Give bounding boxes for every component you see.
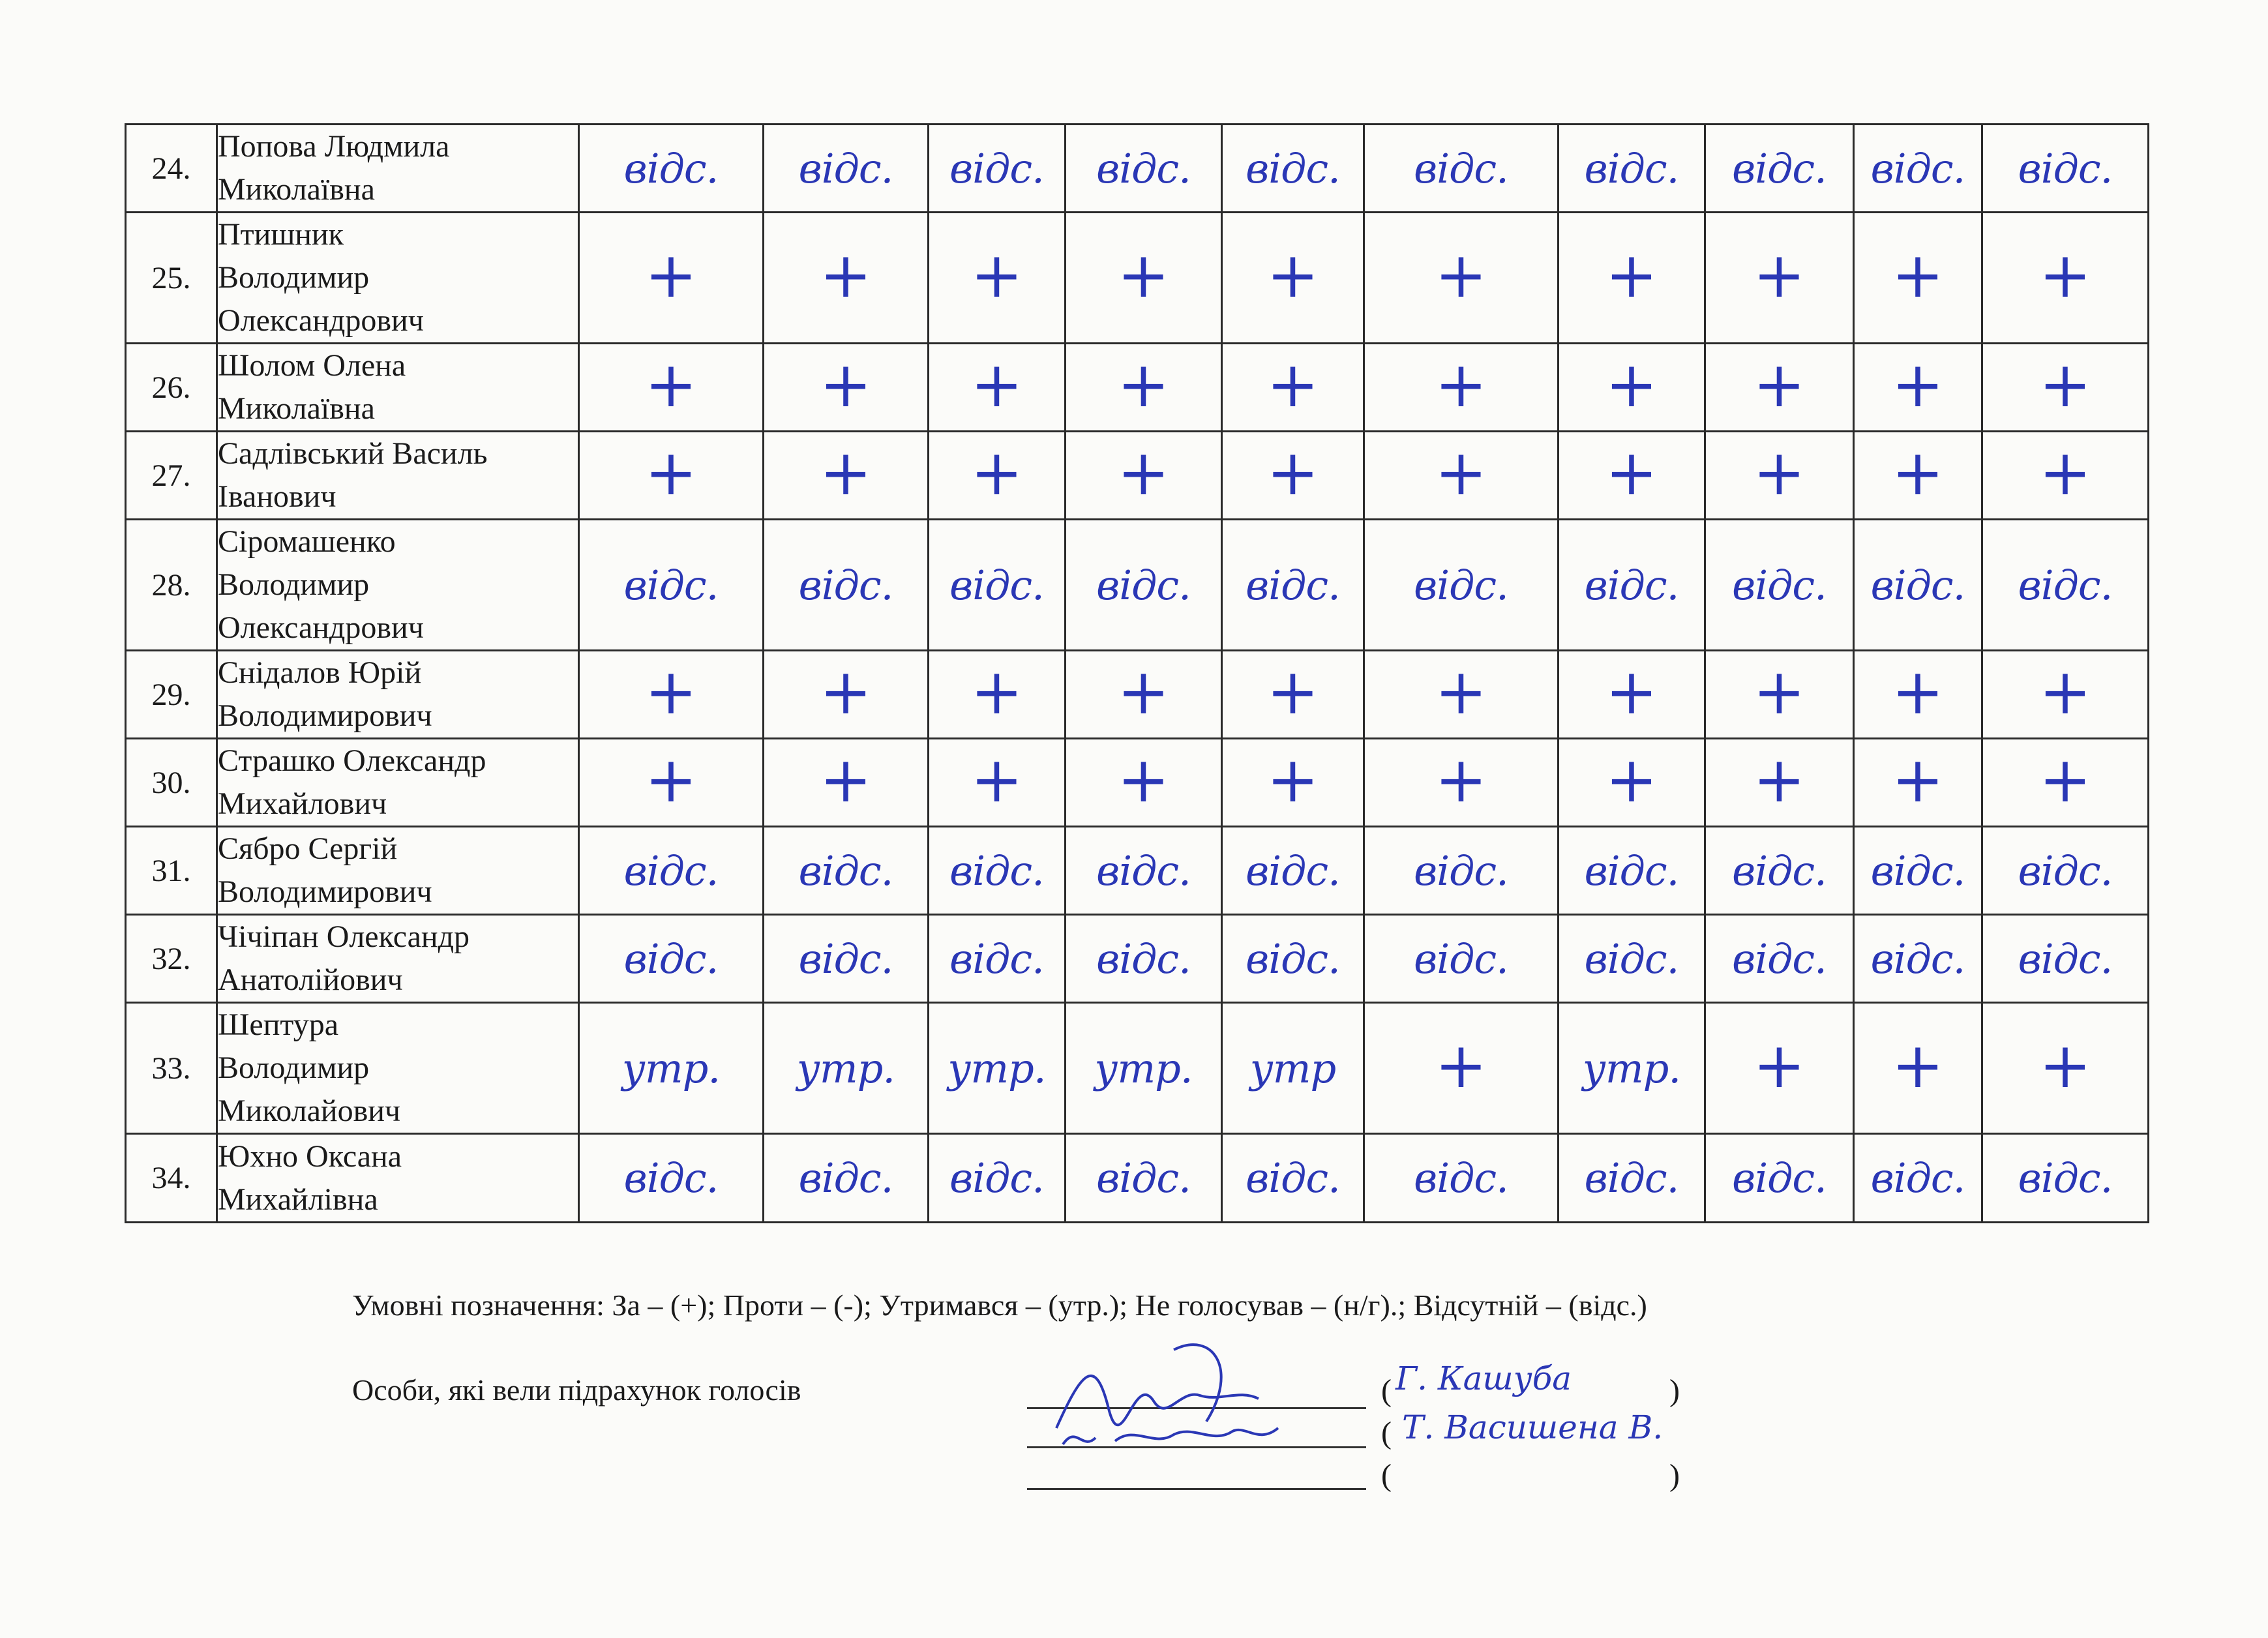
vote-cell xyxy=(1222,915,1364,1003)
vote-cell xyxy=(1066,432,1222,520)
vote-handwritten: відс. xyxy=(798,934,893,983)
vote-cell xyxy=(1982,651,2149,739)
vote-plus-mark: + xyxy=(1117,655,1170,728)
vote-plus-mark: + xyxy=(1891,655,1945,728)
vote-cell xyxy=(1364,1134,1559,1223)
vote-handwritten: відс. xyxy=(1732,846,1827,895)
vote-cell xyxy=(1364,915,1559,1003)
vote-plus-mark: + xyxy=(644,655,698,728)
deputy-name-line: Володимирович xyxy=(218,698,432,733)
vote-plus-mark: + xyxy=(644,436,698,509)
table-row xyxy=(126,915,2149,1003)
counter-1-open: ( xyxy=(1381,1373,1392,1408)
vote-cell xyxy=(764,827,929,915)
vote-cell xyxy=(1364,651,1559,739)
vote-plus-mark: + xyxy=(1117,348,1170,421)
vote-cell xyxy=(1705,827,1854,915)
deputy-name-line: Іванович xyxy=(218,479,336,514)
vote-handwritten: відс. xyxy=(623,144,719,192)
vote-cell xyxy=(929,125,1066,213)
vote-cell xyxy=(1559,739,1705,827)
vote-cell xyxy=(764,739,929,827)
vote-cell xyxy=(1982,739,2149,827)
vote-cell xyxy=(1705,739,1854,827)
vote-plus-mark: + xyxy=(819,436,873,509)
vote-cell xyxy=(1364,344,1559,432)
vote-cell xyxy=(1364,1003,1559,1134)
table-row xyxy=(126,651,2149,739)
counter-2-name: Т. Васишена В. xyxy=(1402,1408,1664,1446)
vote-handwritten: відс. xyxy=(1584,144,1679,192)
vote-cell xyxy=(1559,520,1705,651)
vote-cell xyxy=(1854,344,1982,432)
vote-handwritten: утр xyxy=(1249,1044,1336,1092)
vote-plus-mark: + xyxy=(970,743,1023,816)
vote-plus-mark: + xyxy=(819,655,873,728)
vote-handwritten: відс. xyxy=(623,934,719,983)
vote-cell xyxy=(764,344,929,432)
deputy-name xyxy=(217,739,579,827)
vote-handwritten: відс. xyxy=(1584,1154,1679,1202)
vote-handwritten: відс. xyxy=(1246,846,1340,895)
deputy-name-line: Чічіпан Олександр xyxy=(218,919,470,954)
vote-handwritten: утр. xyxy=(947,1044,1046,1092)
vote-handwritten: відс. xyxy=(1246,144,1340,192)
row-number: 26. xyxy=(126,344,217,432)
vote-cell xyxy=(1854,213,1982,344)
vote-cell xyxy=(1066,739,1222,827)
vote-handwritten: відс. xyxy=(1870,1154,1965,1202)
vote-cell xyxy=(1066,213,1222,344)
vote-cell xyxy=(1982,1134,2149,1223)
row-number: 27. xyxy=(126,432,217,520)
vote-handwritten: відс. xyxy=(1732,1154,1827,1202)
vote-handwritten: відс. xyxy=(798,561,893,609)
vote-cell xyxy=(1559,432,1705,520)
vote-cell xyxy=(1066,651,1222,739)
vote-plus-mark: + xyxy=(970,436,1023,509)
deputy-name-line: Миколаївна xyxy=(218,172,375,207)
vote-plus-mark: + xyxy=(1753,743,1806,816)
vote-cell xyxy=(929,1134,1066,1223)
vote-cell xyxy=(1222,827,1364,915)
deputy-name-line: Сябро Сергій xyxy=(218,831,398,866)
vote-handwritten: відс. xyxy=(1096,934,1191,983)
vote-handwritten: відс. xyxy=(949,1154,1044,1202)
vote-handwritten: утр. xyxy=(796,1044,895,1092)
vote-plus-mark: + xyxy=(1117,239,1170,312)
vote-handwritten: відс. xyxy=(798,144,893,192)
vote-cell xyxy=(579,344,764,432)
vote-cell xyxy=(764,125,929,213)
vote-cell xyxy=(1066,915,1222,1003)
voting-table xyxy=(125,123,2149,1223)
signature-2-image xyxy=(1056,1412,1291,1457)
vote-cell xyxy=(1854,827,1982,915)
deputy-name xyxy=(217,520,579,651)
deputy-name xyxy=(217,1134,579,1223)
vote-cell xyxy=(1982,125,2149,213)
vote-plus-mark: + xyxy=(644,239,698,312)
vote-cell xyxy=(1559,213,1705,344)
counter-1-name: Г. Кашуба xyxy=(1395,1360,1572,1397)
vote-cell xyxy=(1222,344,1364,432)
vote-cell xyxy=(764,520,929,651)
vote-cell xyxy=(764,915,929,1003)
vote-plus-mark: + xyxy=(2038,436,2092,509)
vote-cell xyxy=(929,739,1066,827)
vote-plus-mark: + xyxy=(2038,743,2092,816)
deputy-name xyxy=(217,1003,579,1134)
vote-plus-mark: + xyxy=(644,743,698,816)
vote-handwritten: відс. xyxy=(2018,846,2113,895)
vote-plus-mark: + xyxy=(1753,348,1806,421)
vote-plus-mark: + xyxy=(1891,239,1945,312)
vote-handwritten: відс. xyxy=(2018,934,2113,983)
deputy-name xyxy=(217,827,579,915)
vote-cell xyxy=(929,915,1066,1003)
vote-cell xyxy=(1854,915,1982,1003)
vote-cell xyxy=(579,432,764,520)
vote-cell xyxy=(1982,213,2149,344)
table-row xyxy=(126,432,2149,520)
vote-handwritten: відс. xyxy=(2018,144,2113,192)
vote-handwritten: відс. xyxy=(1732,561,1827,609)
vote-plus-mark: + xyxy=(1266,348,1319,421)
vote-cell xyxy=(764,432,929,520)
counter-2-open: ( xyxy=(1381,1416,1392,1450)
vote-plus-mark: + xyxy=(1605,239,1658,312)
deputy-name-line: Садлівський Василь xyxy=(218,436,488,471)
vote-handwritten: відс. xyxy=(1584,846,1679,895)
vote-plus-mark: + xyxy=(1435,1029,1487,1102)
vote-cell xyxy=(1222,651,1364,739)
vote-cell xyxy=(579,739,764,827)
vote-cell xyxy=(579,125,764,213)
vote-handwritten: відс. xyxy=(1732,934,1827,983)
vote-cell xyxy=(1705,213,1854,344)
vote-cell xyxy=(1705,344,1854,432)
vote-handwritten: відс. xyxy=(1414,846,1508,895)
row-number: 29. xyxy=(126,651,217,739)
vote-handwritten: відс. xyxy=(949,144,1044,192)
vote-cell xyxy=(1705,520,1854,651)
vote-cell xyxy=(1559,651,1705,739)
vote-handwritten: відс. xyxy=(798,1154,893,1202)
vote-cell xyxy=(1364,520,1559,651)
table-row xyxy=(126,125,2149,213)
vote-handwritten: відс. xyxy=(1870,934,1965,983)
vote-cell xyxy=(1705,125,1854,213)
vote-handwritten: відс. xyxy=(1096,561,1191,609)
vote-cell xyxy=(1066,827,1222,915)
vote-cell xyxy=(1982,344,2149,432)
vote-handwritten: відс. xyxy=(1414,934,1508,983)
vote-cell xyxy=(1854,1003,1982,1134)
vote-cell xyxy=(1559,827,1705,915)
deputy-name-line: Анатолійович xyxy=(218,962,403,997)
vote-cell xyxy=(1705,1003,1854,1134)
vote-cell xyxy=(929,651,1066,739)
vote-cell xyxy=(1364,739,1559,827)
vote-cell xyxy=(764,651,929,739)
vote-cell xyxy=(579,651,764,739)
vote-cell xyxy=(579,213,764,344)
deputy-name-line: Страшко Олександр xyxy=(218,743,486,778)
vote-plus-mark: + xyxy=(819,239,873,312)
vote-plus-mark: + xyxy=(819,743,873,816)
vote-handwritten: відс. xyxy=(623,846,719,895)
vote-plus-mark: + xyxy=(1435,655,1487,728)
vote-cell xyxy=(1066,344,1222,432)
deputy-name-line: Володимирович xyxy=(218,874,432,909)
vote-cell xyxy=(1705,1134,1854,1223)
vote-handwritten: відс. xyxy=(1584,561,1679,609)
vote-handwritten: відс. xyxy=(1732,144,1827,192)
deputy-name-line: Володимир xyxy=(218,260,370,295)
vote-cell xyxy=(1222,432,1364,520)
vote-cell xyxy=(1982,432,2149,520)
vote-plus-mark: + xyxy=(1435,348,1487,421)
vote-plus-mark: + xyxy=(1605,348,1658,421)
deputy-name-line: Шолом Олена xyxy=(218,348,406,383)
vote-handwritten: відс. xyxy=(1584,934,1679,983)
vote-plus-mark: + xyxy=(1753,655,1806,728)
table-row xyxy=(126,1134,2149,1223)
vote-handwritten: відс. xyxy=(1246,1154,1340,1202)
deputy-name-line: Юхно Оксана xyxy=(218,1139,402,1174)
vote-cell xyxy=(1222,739,1364,827)
vote-plus-mark: + xyxy=(1605,743,1658,816)
deputy-name-line: Олександрович xyxy=(218,303,424,338)
vote-handwritten: відс. xyxy=(798,846,893,895)
vote-cell xyxy=(1364,827,1559,915)
vote-plus-mark: + xyxy=(1891,436,1945,509)
vote-cell xyxy=(579,827,764,915)
vote-cell xyxy=(1854,125,1982,213)
vote-handwritten: відс. xyxy=(2018,1154,2113,1202)
vote-plus-mark: + xyxy=(1435,239,1487,312)
vote-cell xyxy=(1854,651,1982,739)
vote-handwritten: утр. xyxy=(621,1044,721,1092)
vote-counters-label: Особи, які вели підрахунок голосів xyxy=(352,1373,801,1407)
vote-cell xyxy=(1066,1003,1222,1134)
deputy-name-line: Миколайович xyxy=(218,1094,401,1128)
deputy-name-line: Птишник xyxy=(218,217,344,252)
deputy-name xyxy=(217,344,579,432)
deputy-name-line: Михайлівна xyxy=(218,1182,378,1217)
vote-plus-mark: + xyxy=(1753,1029,1806,1102)
vote-plus-mark: + xyxy=(644,348,698,421)
vote-cell xyxy=(929,432,1066,520)
vote-handwritten: відс. xyxy=(1246,934,1340,983)
vote-plus-mark: + xyxy=(1266,239,1319,312)
row-number: 34. xyxy=(126,1134,217,1223)
vote-handwritten: відс. xyxy=(1870,846,1965,895)
vote-cell xyxy=(1559,1134,1705,1223)
vote-cell xyxy=(929,520,1066,651)
vote-plus-mark: + xyxy=(970,239,1023,312)
vote-cell xyxy=(1222,213,1364,344)
vote-handwritten: відс. xyxy=(1096,144,1191,192)
vote-cell xyxy=(1854,520,1982,651)
vote-cell xyxy=(579,915,764,1003)
deputy-name xyxy=(217,651,579,739)
vote-cell xyxy=(1982,915,2149,1003)
vote-cell xyxy=(1854,739,1982,827)
vote-cell xyxy=(1854,432,1982,520)
row-number: 30. xyxy=(126,739,217,827)
row-number: 25. xyxy=(126,213,217,344)
vote-cell xyxy=(1705,651,1854,739)
row-number: 33. xyxy=(126,1003,217,1134)
vote-handwritten: відс. xyxy=(623,1154,719,1202)
deputy-name xyxy=(217,432,579,520)
vote-cell xyxy=(1066,520,1222,651)
vote-handwritten: відс. xyxy=(2018,561,2113,609)
vote-plus-mark: + xyxy=(2038,348,2092,421)
vote-cell xyxy=(929,827,1066,915)
vote-handwritten: відс. xyxy=(1096,846,1191,895)
vote-plus-mark: + xyxy=(1891,1029,1945,1102)
vote-cell xyxy=(579,1134,764,1223)
vote-plus-mark: + xyxy=(2038,655,2092,728)
deputy-name-line: Сіромашенко xyxy=(218,524,396,559)
row-number: 32. xyxy=(126,915,217,1003)
counter-3-open: ( xyxy=(1381,1458,1392,1493)
vote-cell xyxy=(1982,520,2149,651)
vote-cell xyxy=(1222,125,1364,213)
vote-plus-mark: + xyxy=(970,655,1023,728)
vote-cell xyxy=(1559,915,1705,1003)
table-row xyxy=(126,520,2149,651)
vote-plus-mark: + xyxy=(1605,436,1658,509)
vote-cell xyxy=(1559,1003,1705,1134)
deputy-name xyxy=(217,125,579,213)
deputy-name-line: Снідалов Юрій xyxy=(218,655,422,690)
vote-plus-mark: + xyxy=(1891,743,1945,816)
vote-cell xyxy=(1364,213,1559,344)
vote-plus-mark: + xyxy=(1435,436,1487,509)
deputy-name-line: Володимир xyxy=(218,567,370,602)
vote-cell xyxy=(929,1003,1066,1134)
deputy-name xyxy=(217,915,579,1003)
vote-cell xyxy=(1222,520,1364,651)
vote-cell xyxy=(1222,1134,1364,1223)
vote-handwritten: утр. xyxy=(1582,1044,1681,1092)
counter-3-close: ) xyxy=(1669,1458,1680,1493)
row-number: 24. xyxy=(126,125,217,213)
vote-handwritten: відс. xyxy=(949,561,1044,609)
row-number: 28. xyxy=(126,520,217,651)
counter-1-close: ) xyxy=(1669,1373,1680,1408)
vote-plus-mark: + xyxy=(1891,348,1945,421)
vote-cell xyxy=(764,213,929,344)
vote-cell xyxy=(1222,1003,1364,1134)
vote-cell xyxy=(1982,827,2149,915)
signature-line-3 xyxy=(1027,1488,1366,1490)
table-row xyxy=(126,1003,2149,1134)
deputy-name-line: Володимир xyxy=(218,1050,370,1085)
vote-cell xyxy=(1559,125,1705,213)
deputy-name xyxy=(217,213,579,344)
vote-plus-mark: + xyxy=(1435,743,1487,816)
table-row xyxy=(126,213,2149,344)
vote-handwritten: утр. xyxy=(1094,1044,1193,1092)
vote-plus-mark: + xyxy=(1266,743,1319,816)
vote-handwritten: відс. xyxy=(1870,144,1965,192)
vote-cell xyxy=(1705,432,1854,520)
vote-cell xyxy=(1982,1003,2149,1134)
vote-handwritten: відс. xyxy=(1414,144,1508,192)
vote-handwritten: відс. xyxy=(623,561,719,609)
vote-plus-mark: + xyxy=(1266,655,1319,728)
vote-plus-mark: + xyxy=(2038,1029,2092,1102)
table-row xyxy=(126,739,2149,827)
vote-plus-mark: + xyxy=(970,348,1023,421)
vote-cell xyxy=(1364,432,1559,520)
vote-plus-mark: + xyxy=(1117,436,1170,509)
vote-cell xyxy=(1705,915,1854,1003)
deputy-name-line: Попова Людмила xyxy=(218,129,450,164)
vote-cell xyxy=(1364,125,1559,213)
vote-handwritten: відс. xyxy=(1096,1154,1191,1202)
vote-plus-mark: + xyxy=(1117,743,1170,816)
vote-cell xyxy=(579,1003,764,1134)
vote-handwritten: відс. xyxy=(1246,561,1340,609)
vote-plus-mark: + xyxy=(1266,436,1319,509)
table-row xyxy=(126,344,2149,432)
vote-handwritten: відс. xyxy=(1414,561,1508,609)
deputy-name-line: Михайлович xyxy=(218,786,387,821)
vote-cell xyxy=(1066,125,1222,213)
vote-handwritten: відс. xyxy=(949,934,1044,983)
row-number: 31. xyxy=(126,827,217,915)
vote-handwritten: відс. xyxy=(1870,561,1965,609)
deputy-name-line: Шептура xyxy=(218,1007,339,1042)
vote-cell xyxy=(579,520,764,651)
vote-cell xyxy=(1066,1134,1222,1223)
legend-text: Умовні позначення: За – (+); Проти – (-); Утримався – (утр.); Не голосував – (н/г).; Відсутній – (відс.) xyxy=(352,1288,1647,1322)
vote-handwritten: відс. xyxy=(949,846,1044,895)
vote-cell xyxy=(929,344,1066,432)
vote-cell xyxy=(929,213,1066,344)
vote-cell xyxy=(764,1134,929,1223)
vote-cell xyxy=(1854,1134,1982,1223)
vote-plus-mark: + xyxy=(1753,239,1806,312)
vote-cell xyxy=(764,1003,929,1134)
vote-plus-mark: + xyxy=(1753,436,1806,509)
deputy-name-line: Олександрович xyxy=(218,610,424,645)
vote-plus-mark: + xyxy=(1605,655,1658,728)
vote-handwritten: відс. xyxy=(1414,1154,1508,1202)
vote-plus-mark: + xyxy=(819,348,873,421)
vote-plus-mark: + xyxy=(2038,239,2092,312)
vote-cell xyxy=(1559,344,1705,432)
table-row xyxy=(126,827,2149,915)
deputy-name-line: Миколаївна xyxy=(218,391,375,426)
